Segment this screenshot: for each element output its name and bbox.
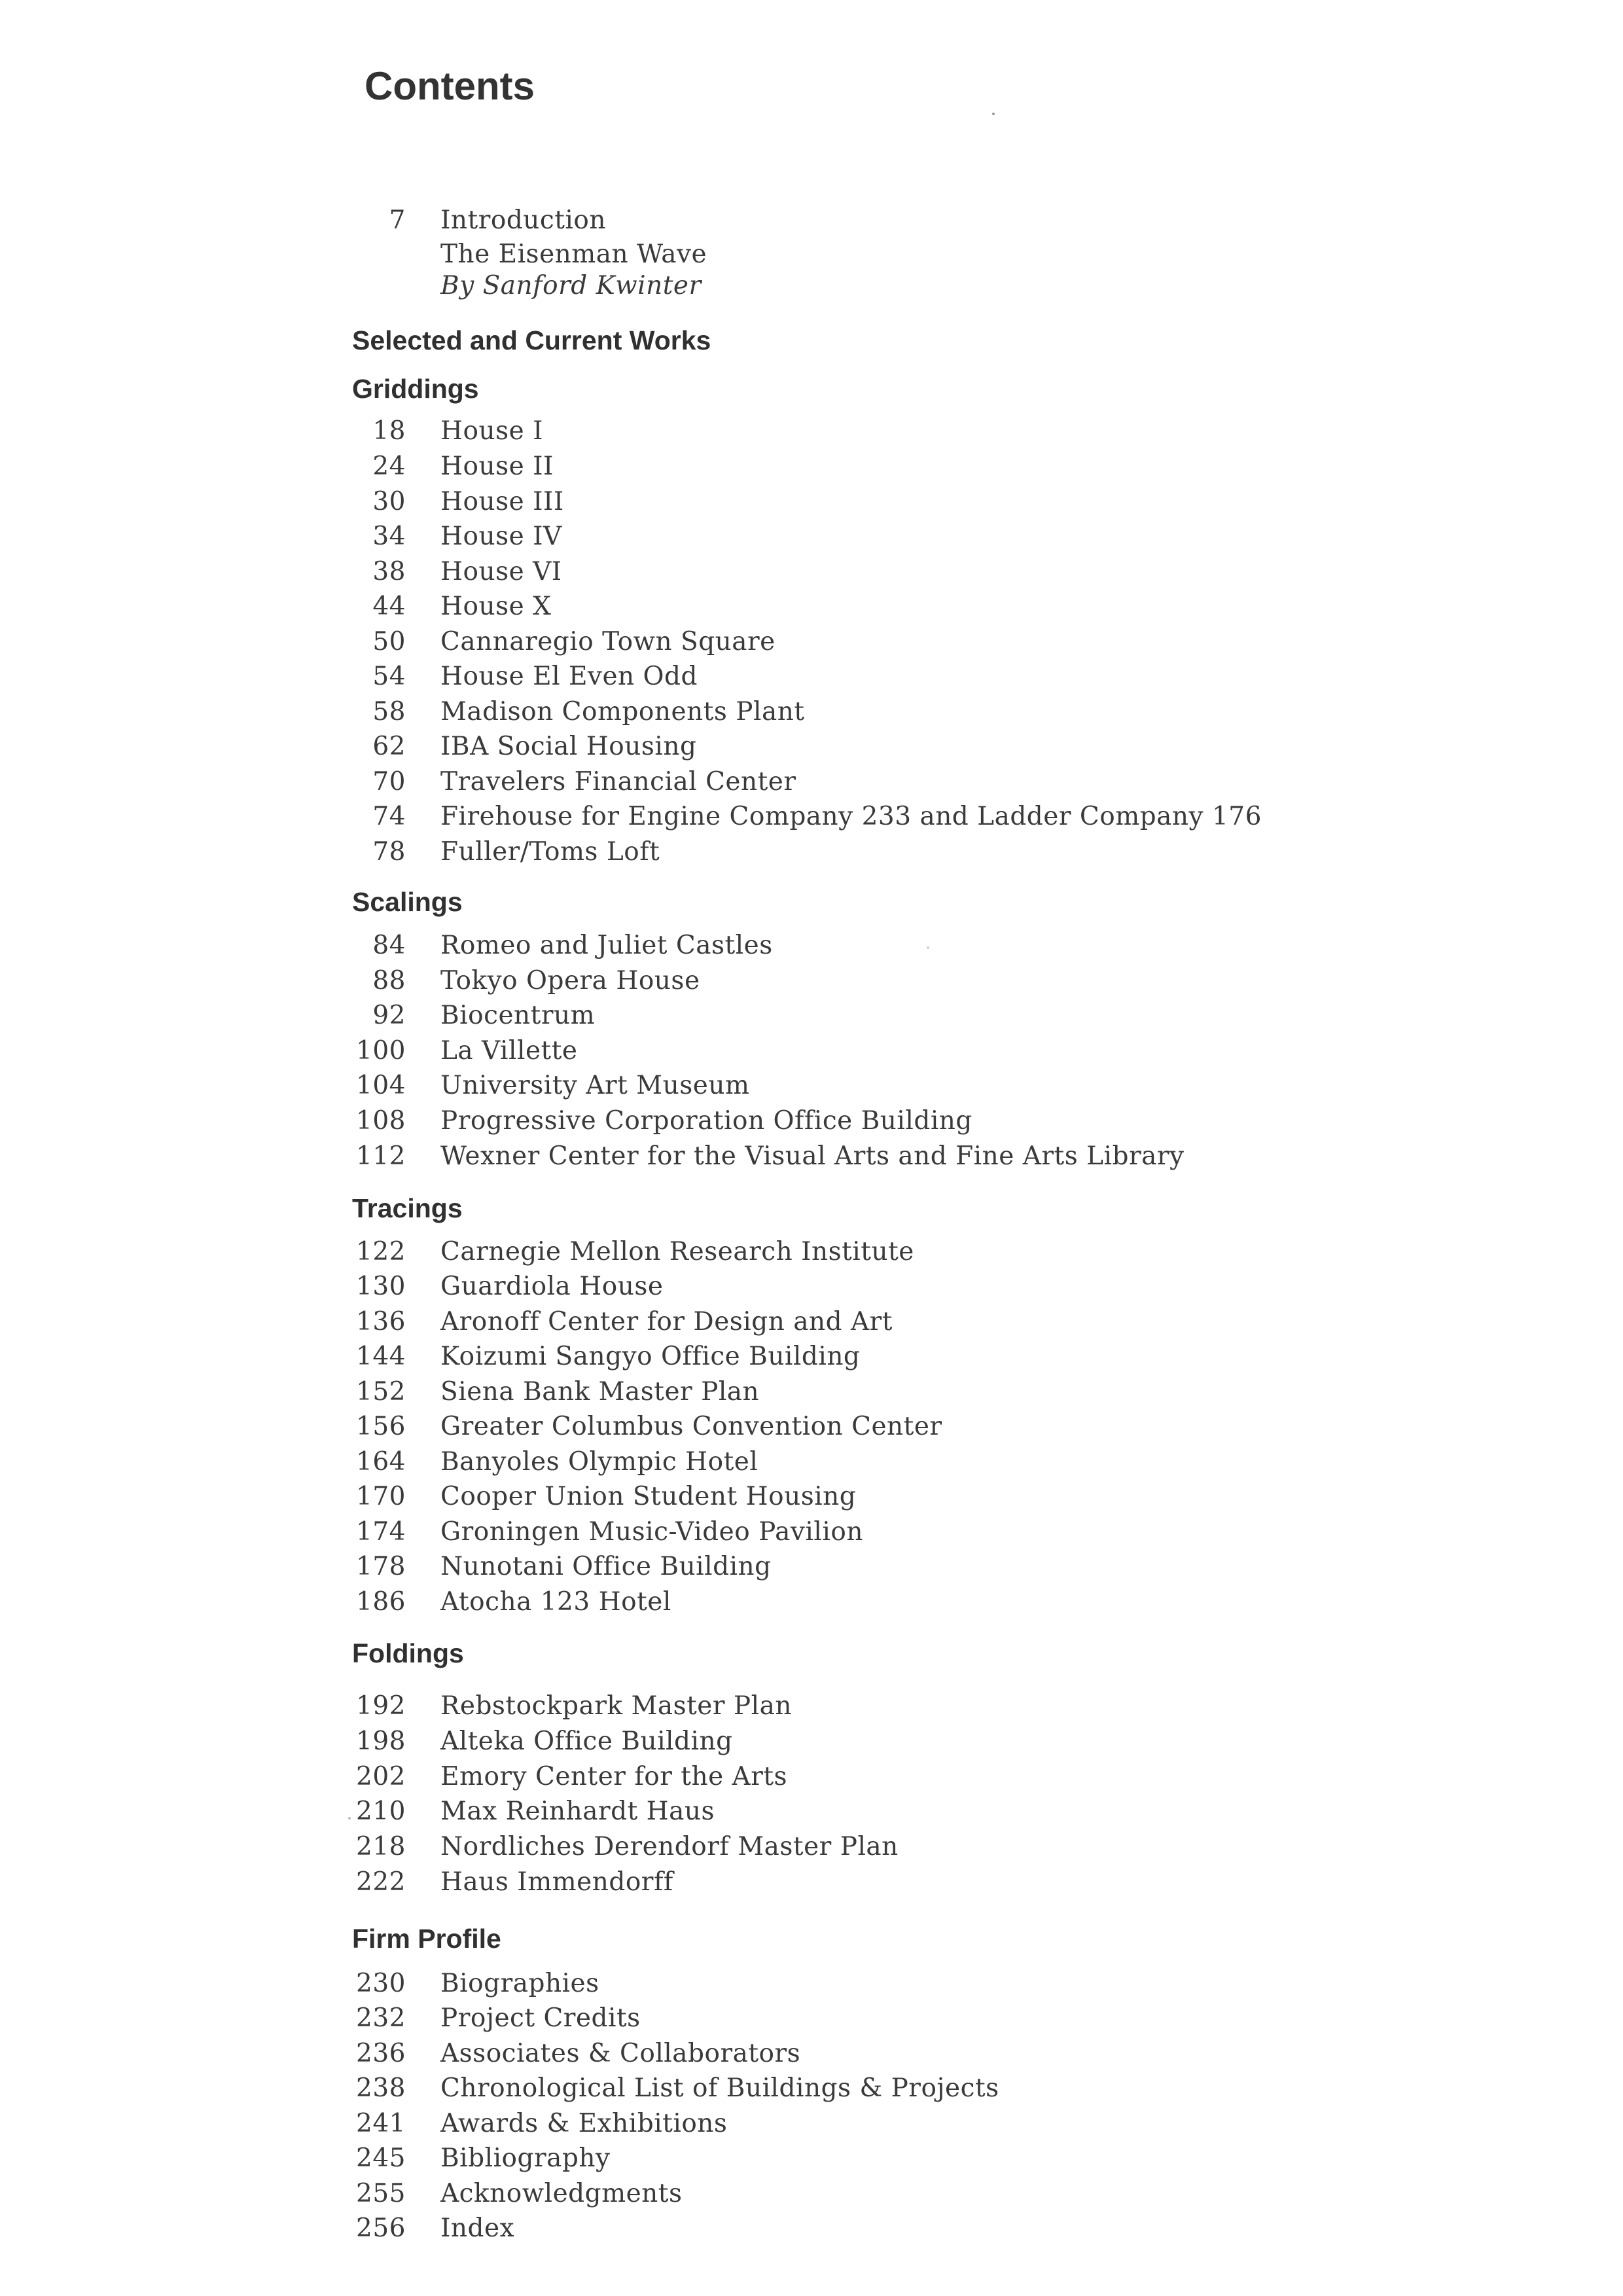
toc-entry[interactable] [352, 1339, 1334, 1374]
entry-title: Madison Components Plant [440, 697, 805, 726]
toc-entry[interactable] [352, 1103, 1334, 1139]
toc-entry[interactable] [352, 2071, 1334, 2106]
page-number: 18 [372, 416, 406, 446]
page-number: 210 [356, 1797, 406, 1826]
page-number: 218 [356, 1832, 406, 1861]
toc-entry[interactable] [352, 1139, 1334, 1174]
toc-entry[interactable] [352, 764, 1334, 800]
page-number: 238 [356, 2073, 406, 2103]
entry-title: Nordliches Derendorf Master Plan [440, 1832, 899, 1861]
toc-entry[interactable] [352, 1304, 1334, 1340]
page-number: 222 [356, 1867, 406, 1897]
page-number: 198 [356, 1727, 406, 1756]
toc-entry[interactable] [352, 1234, 1334, 1270]
page-number: 54 [372, 662, 406, 691]
page-number: 78 [372, 837, 406, 867]
page-number: 230 [356, 1969, 406, 1998]
entry-title: Chronological List of Buildings & Projects [440, 2073, 999, 2103]
entry-title: Carnegie Mellon Research Institute [440, 1237, 914, 1266]
entry-title: Cannaregio Town Square [440, 627, 776, 656]
page-number: 70 [372, 767, 406, 797]
toc-entry[interactable] [352, 1689, 1334, 1724]
page-number: 30 [372, 487, 406, 516]
toc-entry[interactable] [352, 1794, 1334, 1829]
toc-entry[interactable] [352, 1479, 1334, 1515]
page-number: 100 [356, 1036, 406, 1066]
page-number: 152 [356, 1377, 406, 1407]
page-number: 186 [356, 1587, 406, 1617]
entry-title: House II [440, 452, 554, 481]
entry-title: Alteka Office Building [440, 1727, 733, 1756]
toc-entry[interactable] [352, 1515, 1334, 1550]
scan-speck [992, 113, 995, 115]
section-heading-tracings: Tracings [352, 1193, 463, 1223]
toc-entry[interactable] [352, 554, 1334, 590]
toc-entry[interactable] [352, 1829, 1334, 1865]
toc-entry[interactable] [352, 963, 1334, 999]
page-number: 88 [372, 966, 406, 996]
toc-entry[interactable] [352, 1374, 1334, 1410]
toc-entry[interactable] [352, 1724, 1334, 1759]
toc-entry[interactable] [352, 1585, 1334, 1620]
toc-entry[interactable] [352, 834, 1334, 870]
page-number: 92 [372, 1001, 406, 1030]
page-number: 34 [372, 522, 406, 551]
toc-entry[interactable] [352, 519, 1334, 554]
toc-entry[interactable] [352, 1549, 1334, 1585]
entry-title: La Villette [440, 1036, 578, 1066]
toc-entry[interactable] [352, 414, 1334, 449]
entry-title: Associates & Collaborators [440, 2039, 801, 2068]
entry-title: House I [440, 416, 544, 446]
page-number: 156 [356, 1412, 406, 1441]
scan-speck [348, 1817, 351, 1820]
entry-title: Romeo and Juliet Castles [440, 931, 773, 960]
toc-entry[interactable] [352, 799, 1334, 834]
toc-entry[interactable] [352, 1966, 1334, 2001]
toc-entry[interactable] [352, 729, 1334, 764]
section-heading-firm-profile: Firm Profile [352, 1924, 501, 1954]
toc-entry[interactable] [352, 1865, 1334, 1900]
entry-title: Greater Columbus Convention Center [440, 1412, 942, 1441]
page-number: 136 [356, 1307, 406, 1336]
toc-entry[interactable] [352, 2106, 1334, 2142]
entry-title: Project Credits [440, 2003, 641, 2033]
entry-title: House El Even Odd [440, 662, 698, 691]
entry-title: University Art Museum [440, 1071, 750, 1100]
page-number: 74 [372, 802, 406, 831]
entry-title: Awards & Exhibitions [440, 2109, 728, 2138]
toc-entry-introduction[interactable] [352, 203, 1334, 238]
toc-entry[interactable] [352, 449, 1334, 484]
page-number: 144 [356, 1342, 406, 1371]
toc-entry[interactable] [352, 2141, 1334, 2176]
toc-entry[interactable] [352, 659, 1334, 694]
page-number: 192 [356, 1691, 406, 1721]
entry-title: Introduction [440, 206, 606, 235]
page-number: 236 [356, 2039, 406, 2068]
page-number: 178 [356, 1552, 406, 1581]
entry-title: Tokyo Opera House [440, 966, 700, 996]
entry-title: Emory Center for the Arts [440, 1762, 788, 1791]
page-number: 24 [372, 452, 406, 481]
page-number: 245 [356, 2144, 406, 2173]
toc-entry-introduction-author [352, 268, 1334, 304]
entry-title: Siena Bank Master Plan [440, 1377, 760, 1407]
section-heading-griddings: Griddings [352, 374, 479, 404]
toc-entry[interactable] [352, 1409, 1334, 1444]
entry-title: Cooper Union Student Housing [440, 1482, 857, 1511]
entry-title: Acknowledgments [440, 2179, 683, 2208]
page-number: 7 [389, 206, 406, 235]
entry-title: Nunotani Office Building [440, 1552, 772, 1581]
page-number: 174 [356, 1517, 406, 1547]
entry-title: Progressive Corporation Office Building [440, 1106, 972, 1136]
entry-title: Koizumi Sangyo Office Building [440, 1342, 861, 1371]
toc-entry[interactable] [352, 2001, 1334, 2036]
entry-title: Bibliography [440, 2144, 611, 2173]
entry-title: Groningen Music-Video Pavilion [440, 1517, 863, 1547]
page-number: 164 [356, 1447, 406, 1477]
entry-subtitle: The Eisenman Wave [440, 240, 707, 269]
entry-title: House X [440, 592, 552, 621]
toc-entry[interactable] [352, 928, 1334, 963]
entry-title: IBA Social Housing [440, 732, 697, 761]
entry-title: Guardiola House [440, 1272, 664, 1301]
toc-entry[interactable] [352, 624, 1334, 660]
page-number: 38 [372, 557, 406, 586]
entry-title: Travelers Financial Center [440, 767, 796, 797]
toc-entry[interactable] [352, 1033, 1334, 1069]
toc-entry[interactable] [352, 998, 1334, 1033]
page-number: 232 [356, 2003, 406, 2033]
toc-entry[interactable] [352, 1068, 1334, 1103]
scan-speck [927, 946, 929, 949]
entry-title: Atocha 123 Hotel [440, 1587, 671, 1617]
page-number: 44 [372, 592, 406, 621]
page-number: 58 [372, 697, 406, 726]
toc-entry[interactable] [352, 2036, 1334, 2072]
entry-title: Wexner Center for the Visual Arts and Fine Arts Library [440, 1141, 1185, 1171]
entry-title: Fuller/Toms Loft [440, 837, 660, 867]
page-number: 112 [356, 1141, 406, 1171]
toc-entry[interactable] [352, 1759, 1334, 1795]
entry-title: Biographies [440, 1969, 599, 1998]
toc-entry[interactable] [352, 2211, 1334, 2246]
page-number: 122 [356, 1237, 406, 1266]
entry-title: Aronoff Center for Design and Art [440, 1307, 893, 1336]
page-number: 241 [356, 2109, 406, 2138]
section-heading-scalings: Scalings [352, 887, 463, 917]
page-number: 170 [356, 1482, 406, 1511]
page-number: 255 [356, 2179, 406, 2208]
entry-title: Firehouse for Engine Company 233 and Ladder Company 176 [440, 802, 1262, 831]
toc-entry[interactable] [352, 2176, 1334, 2212]
entry-title: Banyoles Olympic Hotel [440, 1447, 758, 1477]
entry-title: Max Reinhardt Haus [440, 1797, 715, 1826]
toc-entry[interactable] [352, 1269, 1334, 1304]
page-number: 256 [356, 2214, 406, 2243]
entry-title: House VI [440, 557, 562, 586]
page-number: 130 [356, 1272, 406, 1301]
entry-author: By Sanford Kwinter [440, 271, 702, 300]
page-title: Contents [365, 64, 535, 108]
page-number: 62 [372, 732, 406, 761]
toc-entry[interactable] [352, 589, 1334, 624]
page-number: 50 [372, 627, 406, 656]
page-number: 104 [356, 1071, 406, 1100]
page-number: 202 [356, 1762, 406, 1791]
toc-entry[interactable] [352, 694, 1334, 730]
section-heading-foldings: Foldings [352, 1638, 464, 1668]
entry-title: Haus Immendorff [440, 1867, 673, 1897]
entry-title: Index [440, 2214, 515, 2243]
entry-title: House IV [440, 522, 562, 551]
page-number: 84 [372, 931, 406, 960]
entry-title: Rebstockpark Master Plan [440, 1691, 793, 1721]
page-number: 108 [356, 1106, 406, 1136]
part-heading: Selected and Current Works [352, 325, 711, 355]
toc-entry-introduction-subtitle [352, 237, 1334, 272]
entry-title: Biocentrum [440, 1001, 596, 1030]
toc-entry[interactable] [352, 1444, 1334, 1480]
entry-title: House III [440, 487, 564, 516]
toc-entry[interactable] [352, 484, 1334, 520]
